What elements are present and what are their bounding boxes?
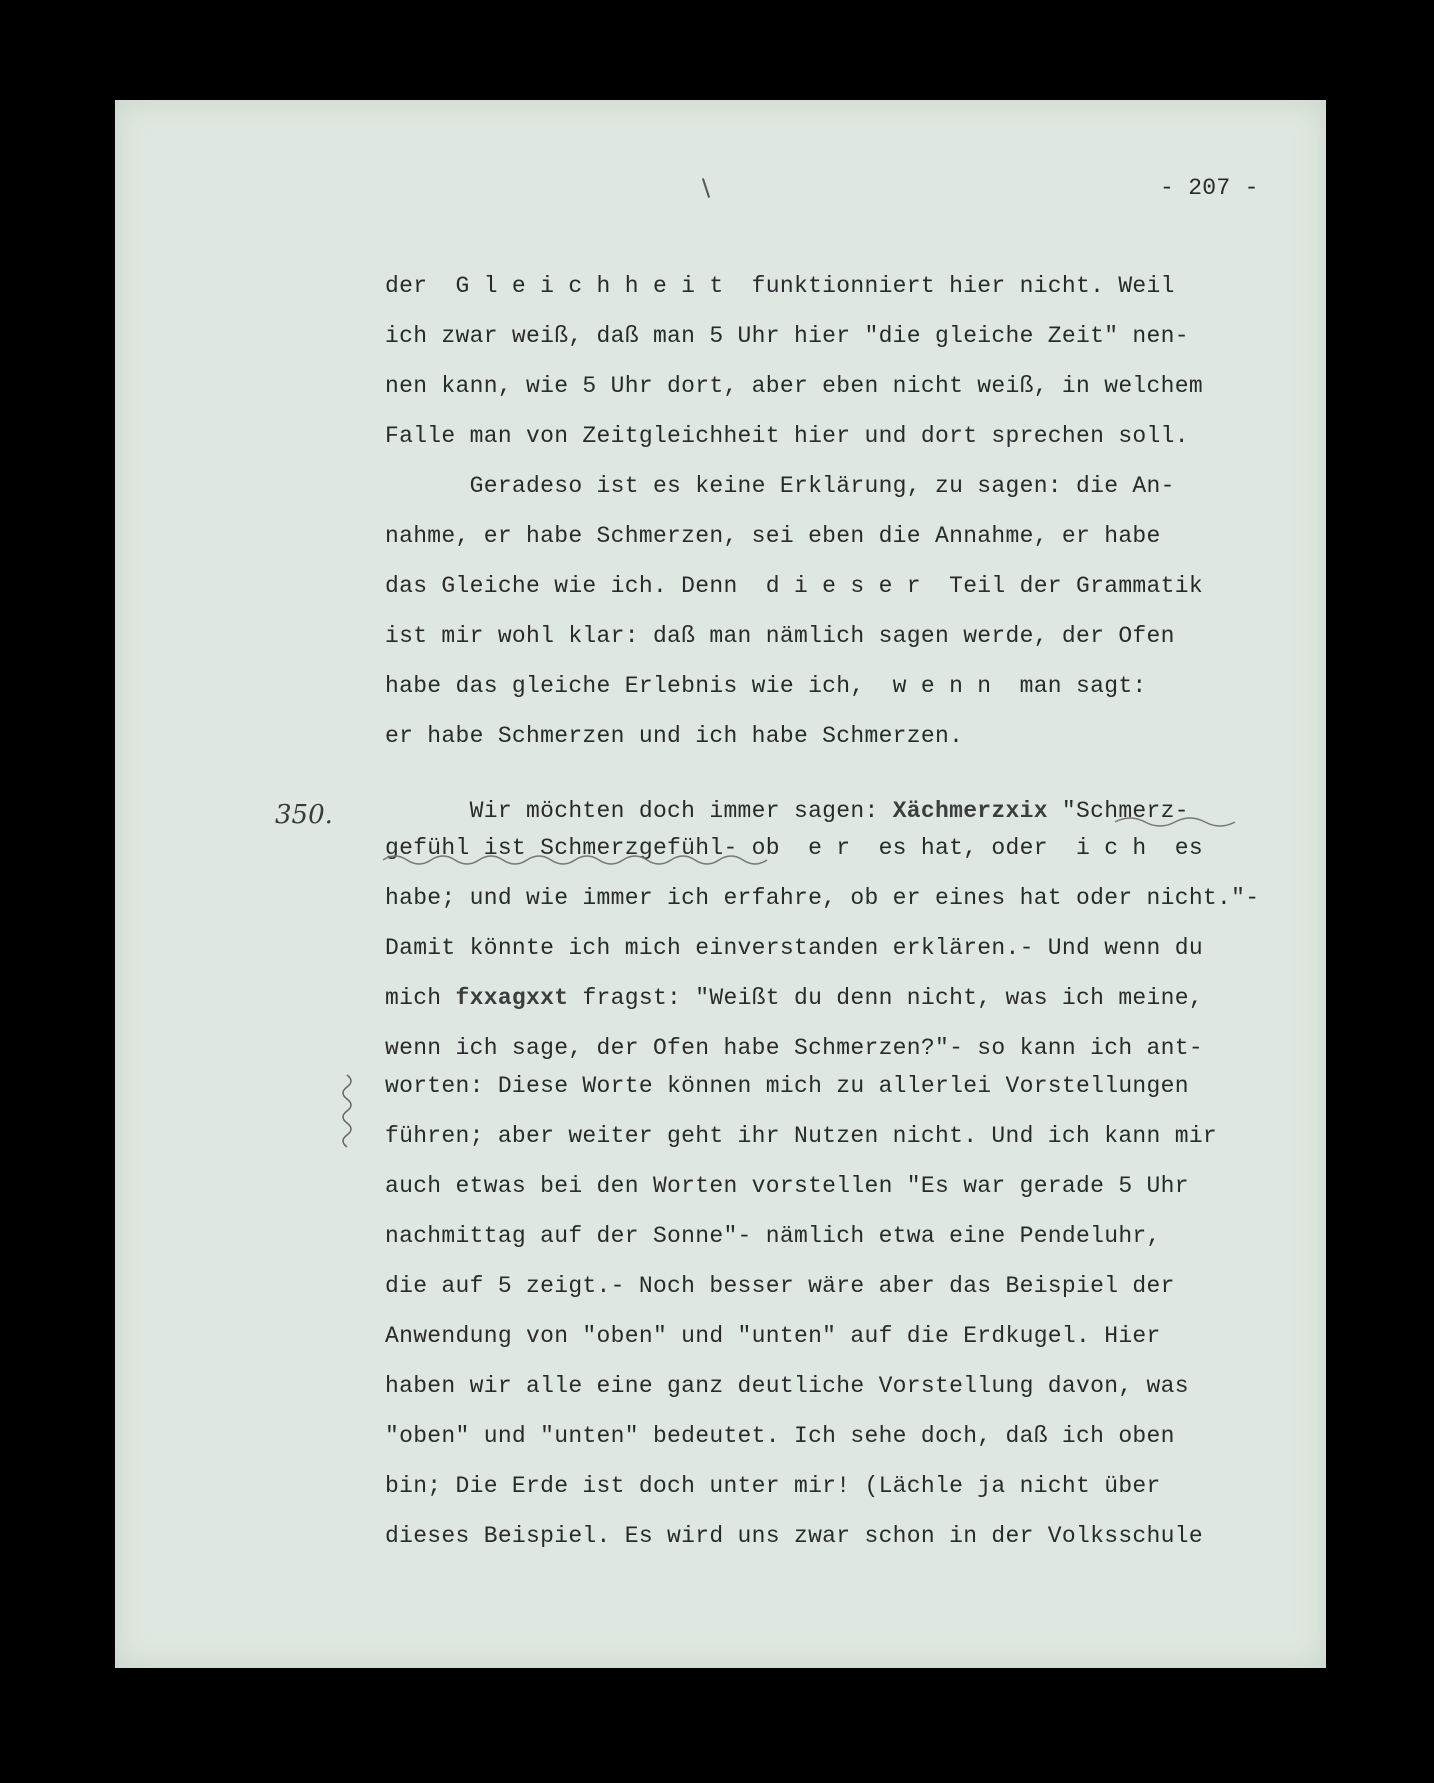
struck-out-text: Xächmerzxix [892, 798, 1048, 824]
text-line: die auf 5 zeigt.- Noch besser wäre aber das Beispiel der [385, 1273, 1175, 1299]
text-line: ich zwar weiß, daß man 5 Uhr hier "die gleiche Zeit" nen- [385, 323, 1189, 349]
text-line: bin; Die Erde ist doch unter mir! (Lächle ja nicht über [385, 1473, 1161, 1499]
pencil-tick-mark [702, 178, 710, 198]
text-line: gefühl ist Schmerzgefühl- ob e r es hat, oder i c h es [385, 835, 1203, 861]
text-line: das Gleiche wie ich. Denn d i e s e r Teil der Grammatik [385, 573, 1203, 599]
text-line: worten: Diese Worte können mich zu allerlei Vorstellungen [385, 1073, 1189, 1099]
text-line: nachmittag auf der Sonne"- nämlich etwa eine Pendeluhr, [385, 1223, 1161, 1249]
text-line: nen kann, wie 5 Uhr dort, aber eben nicht weiß, in welchem [385, 373, 1203, 399]
text-line-with-strikeout [385, 797, 1189, 825]
text-line: Damit könnte ich mich einverstanden erklären.- Und wenn du [385, 935, 1203, 961]
text-line: auch etwas bei den Worten vorstellen "Es war gerade 5 Uhr [385, 1173, 1189, 1199]
text-line-with-strikeout [385, 984, 1203, 1012]
text-line: der G l e i c h h e i t funktionniert hier nicht. Weil [385, 273, 1175, 299]
text-line: Falle man von Zeitgleichheit hier und dort sprechen soll. [385, 423, 1189, 449]
text-line: nahme, er habe Schmerzen, sei eben die Annahme, er habe [385, 523, 1161, 549]
margin-squiggle-mark [343, 1075, 351, 1147]
page-number: - 207 - [1160, 175, 1259, 201]
margin-section-number: 350. [275, 800, 333, 830]
text-line: Geradeso ist es keine Erklärung, zu sagen: die An- [385, 473, 1175, 499]
text-line: "oben" und "unten" bedeutet. Ich sehe doch, daß ich oben [385, 1423, 1175, 1449]
typescript-page [115, 100, 1326, 1668]
text-line: haben wir alle eine ganz deutliche Vorstellung davon, was [385, 1373, 1189, 1399]
text-line: er habe Schmerzen und ich habe Schmerzen. [385, 723, 964, 749]
text-segment: mich [385, 985, 456, 1011]
text-line: ist mir wohl klar: daß man nämlich sagen werde, der Ofen [385, 623, 1175, 649]
struck-out-text: fxxagxxt [455, 985, 569, 1011]
text-segment: "Schmerz- [1047, 798, 1189, 824]
text-line: habe das gleiche Erlebnis wie ich, w e n n man sagt: [385, 673, 1147, 699]
text-line: wenn ich sage, der Ofen habe Schmerzen?"- so kann ich ant- [385, 1035, 1203, 1061]
text-line: Anwendung von "oben" und "unten" auf die Erdkugel. Hier [385, 1323, 1161, 1349]
text-segment: fragst: "Weißt du denn nicht, was ich meine, [568, 985, 1203, 1011]
text-segment: Wir möchten doch immer sagen: [385, 798, 893, 824]
text-line: dieses Beispiel. Es wird uns zwar schon in der Volksschule [385, 1523, 1203, 1549]
text-line: habe; und wie immer ich erfahre, ob er eines hat oder nicht."- [385, 885, 1260, 911]
text-line: führen; aber weiter geht ihr Nutzen nicht. Und ich kann mir [385, 1123, 1218, 1149]
